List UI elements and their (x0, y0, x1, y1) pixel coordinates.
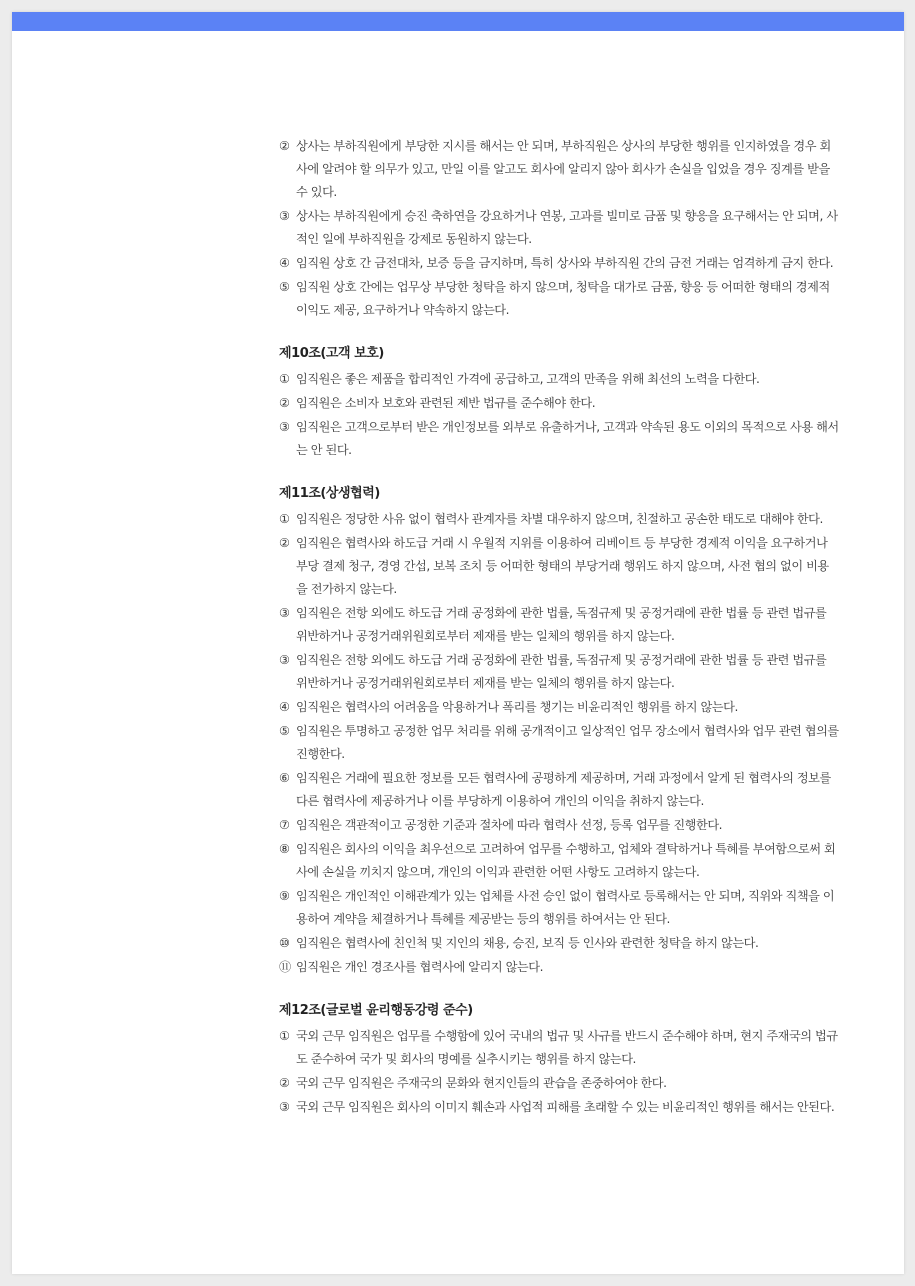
clause-number: ③ (279, 653, 290, 667)
clause-text: 임직원은 객관적이고 공정한 기준과 절차에 따라 협력사 선정, 등록 업무를 진행한다. (296, 818, 723, 832)
clause-number: ② (279, 396, 290, 410)
clause-number: ⑤ (279, 280, 290, 294)
document-content (279, 135, 839, 1120)
article-heading: 제10조(고객 보호) (279, 346, 384, 361)
clause-text: 임직원은 개인 경조사를 협력사에 알리지 않는다. (296, 960, 544, 974)
clause-text: 임직원은 회사의 이익을 최우선으로 고려하여 업무를 수행하고, 업체와 결탁하거나 특혜를 부여함으로써 회사에 손실을 끼치지 않으며, 개인의 이익과 관련한 어떤 사항도 고려하지 않는다. (296, 842, 836, 879)
clause-number: ② (279, 1076, 290, 1090)
clause-item (279, 956, 839, 979)
clause-text: 임직원은 소비자 보호와 관련된 제반 법규를 준수해야 한다. (296, 396, 596, 410)
clause-number: ⑪ (279, 960, 291, 974)
clause-number: ④ (279, 700, 290, 714)
clause-number: ① (279, 372, 290, 386)
clause-number: ④ (279, 256, 290, 270)
clause-text: 임직원 상호 간에는 업무상 부당한 청탁을 하지 않으며, 청탁을 대가로 금품, 향응 등 어떠한 형태의 경제적 이익도 제공, 요구하거나 약속하지 않는다. (296, 280, 830, 317)
clause-text: 임직원 상호 간 금전대차, 보증 등을 금지하며, 특히 상사와 부하직원 간의 금전 거래는 엄격하게 금지 한다. (296, 256, 834, 270)
clause-number: ③ (279, 420, 290, 434)
clause-list (279, 508, 839, 979)
clause-item (279, 932, 839, 955)
clause-text: 임직원은 고객으로부터 받은 개인정보를 외부로 유출하거나, 고객과 약속된 용도 이외의 목적으로 사용 해서는 안 된다. (296, 420, 839, 457)
clause-text: 임직원은 정당한 사유 없이 협력사 관계자를 차별 대우하지 않으며, 친절하고 공손한 태도로 대해야 한다. (296, 512, 823, 526)
clause-item (279, 508, 839, 531)
clause-number: ② (279, 536, 290, 550)
clause-text: 임직원은 개인적인 이해관계가 있는 업체를 사전 승인 없이 협력사로 등록해서는 안 되며, 직위와 직책을 이용하여 계약을 체결하거나 특혜를 제공받는 등의 행위를 하여서는 안 된다. (296, 889, 835, 926)
clause-item (279, 814, 839, 837)
clause-text: 국외 근무 임직원은 회사의 이미지 훼손과 사업적 피해를 초래할 수 있는 비윤리적인 행위를 해서는 안된다. (296, 1100, 835, 1114)
clause-number: ② (279, 139, 290, 153)
article-section (279, 135, 839, 322)
clause-item (279, 696, 839, 719)
clause-number: ① (279, 512, 290, 526)
clause-item (279, 649, 839, 695)
clause-number: ⑥ (279, 771, 290, 785)
clause-list (279, 135, 839, 322)
clause-list (279, 1025, 839, 1119)
clause-text: 국외 근무 임직원은 업무를 수행함에 있어 국내의 법규 및 사규를 반드시 준수해야 하며, 현지 주재국의 법규도 준수하여 국가 및 회사의 명예를 실추시키는 행위를 하지 않는다. (296, 1029, 838, 1066)
clause-text: 임직원은 협력사의 어려움을 악용하거나 폭리를 챙기는 비윤리적인 행위를 하지 않는다. (296, 700, 738, 714)
clause-item (279, 205, 839, 251)
clause-number: ① (279, 1029, 290, 1043)
clause-number: ⑦ (279, 818, 290, 832)
top-accent-bar (12, 12, 904, 31)
clause-text: 상사는 부하직원에게 부당한 지시를 해서는 안 되며, 부하직원은 상사의 부당한 행위를 인지하였을 경우 회사에 알려야 할 의무가 있고, 만일 이를 알고도 회사에 알리지 않아 회사가 손실을 입었을 경우 징계를 받을 수 있다. (296, 139, 831, 199)
clause-list (279, 368, 839, 462)
clause-number: ⑩ (279, 936, 290, 950)
clause-text: 국외 근무 임직원은 주재국의 문화와 현지인들의 관습을 존중하여야 한다. (296, 1076, 667, 1090)
clause-text: 임직원은 거래에 필요한 정보를 모든 협력사에 공평하게 제공하며, 거래 과정에서 알게 된 협력사의 정보를 다른 협력사에 제공하거나 이를 부당하게 이용하여 개인의 이익을 취하지 않는다. (296, 771, 831, 808)
document-page (12, 12, 904, 1274)
clause-text: 임직원은 전항 외에도 하도급 거래 공정화에 관한 법률, 독점규제 및 공정거래에 관한 법률 등 관련 법규를 위반하거나 공정거래위원회로부터 제재를 받는 일체의 행위를 하지 않는다. (296, 653, 827, 690)
clause-number: ⑤ (279, 724, 290, 738)
clause-item (279, 1096, 839, 1119)
clause-number: ③ (279, 209, 290, 223)
article-section (279, 1001, 839, 1119)
clause-item (279, 838, 839, 884)
clause-item (279, 532, 839, 601)
clause-item (279, 1025, 839, 1071)
clause-item (279, 767, 839, 813)
clause-item (279, 135, 839, 204)
clause-number: ③ (279, 606, 290, 620)
clause-text: 임직원은 좋은 제품을 합리적인 가격에 공급하고, 고객의 만족을 위해 최선의 노력을 다한다. (296, 372, 760, 386)
clause-item (279, 885, 839, 931)
article-heading: 제12조(글로벌 윤리행동강령 준수) (279, 1003, 473, 1018)
clause-text: 상사는 부하직원에게 승진 축하연을 강요하거나 연봉, 고과를 빌미로 금품 및 향응을 요구해서는 안 되며, 사적인 일에 부하직원을 강제로 동원하지 않는다. (296, 209, 838, 246)
clause-number: ③ (279, 1100, 290, 1114)
clause-text: 임직원은 전항 외에도 하도급 거래 공정화에 관한 법률, 독점규제 및 공정거래에 관한 법률 등 관련 법규를 위반하거나 공정거래위원회로부터 제재를 받는 일체의 행위를 하지 않는다. (296, 606, 827, 643)
clause-text: 임직원은 협력사에 친인척 및 지인의 채용, 승진, 보직 등 인사와 관련한 청탁을 하지 않는다. (296, 936, 759, 950)
clause-text: 임직원은 협력사와 하도급 거래 시 우월적 지위를 이용하여 리베이트 등 부당한 경제적 이익을 요구하거나 부당 결제 청구, 경영 간섭, 보복 조치 등 어떠한 형태의 부당거래 행위도 하지 않으며, 사전 협의 없이 비용을 전가하지 않는다. (296, 536, 829, 596)
clause-item (279, 368, 839, 391)
article-heading: 제11조(상생협력) (279, 486, 380, 501)
clause-item (279, 416, 839, 462)
clause-number: ⑨ (279, 889, 290, 903)
clause-number: ⑧ (279, 842, 290, 856)
clause-item (279, 392, 839, 415)
clause-item (279, 1072, 839, 1095)
article-section (279, 344, 839, 462)
clause-item (279, 602, 839, 648)
clause-item (279, 720, 839, 766)
clause-item (279, 276, 839, 322)
article-section (279, 484, 839, 979)
clause-item (279, 252, 839, 275)
clause-text: 임직원은 투명하고 공정한 업무 처리를 위해 공개적이고 일상적인 업무 장소에서 협력사와 업무 관련 협의를 진행한다. (296, 724, 839, 761)
